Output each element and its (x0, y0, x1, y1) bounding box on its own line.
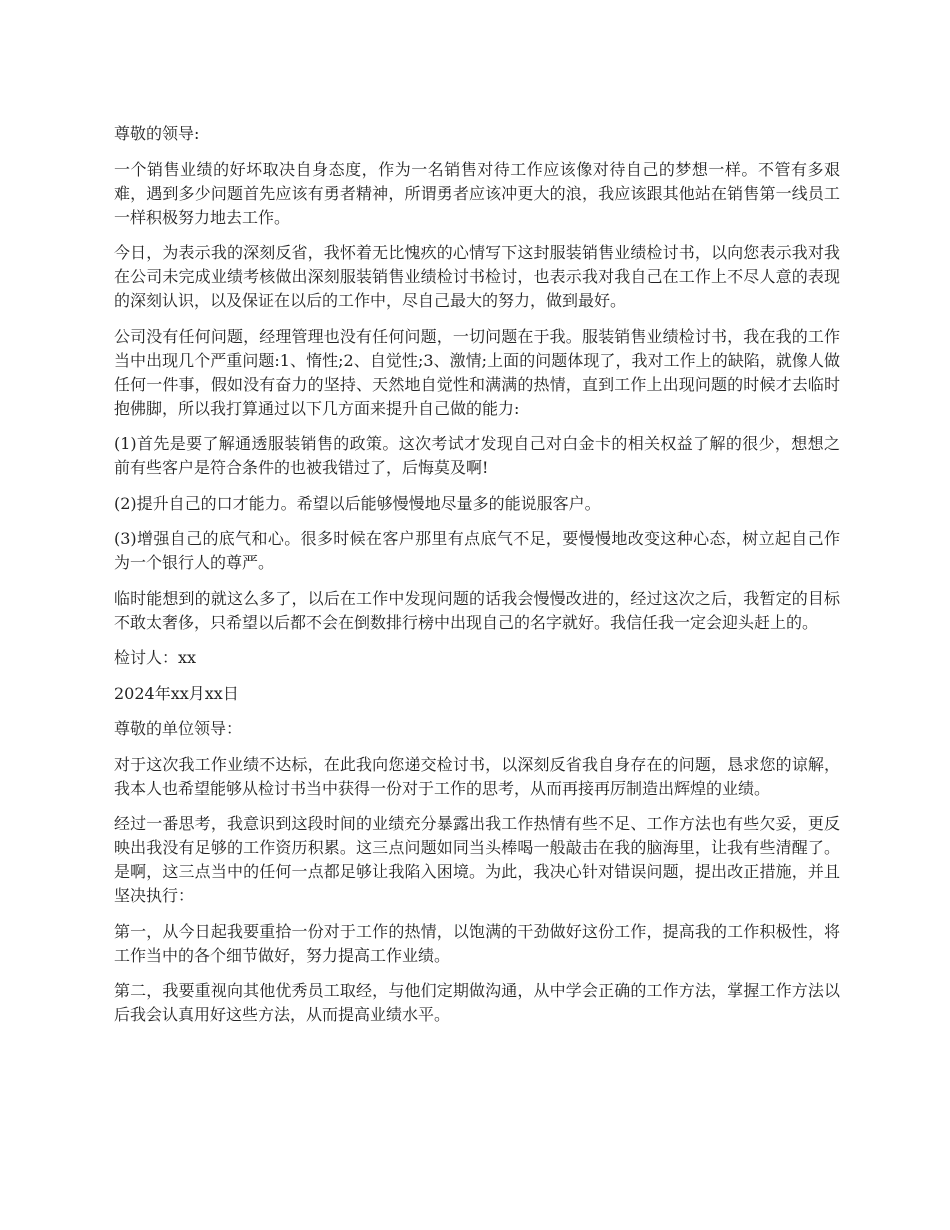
body-paragraph: 一个销售业绩的好坏取决自身态度，作为一名销售对待工作应该像对待自己的梦想一样。不管有多艰难，遇到多少问题首先应该有勇者精神，所谓勇者应该冲更大的浪，我应该跟其他站在销售第一线员工一样积极努力地去工作。 (114, 159, 840, 227)
list-item: (1)首先是要了解通透服装销售的政策。这次考试才发现自己对白金卡的相关权益了解的很少，想想之前有些客户是符合条件的也被我错过了，后悔莫及啊! (114, 434, 840, 477)
salutation: 尊敬的领导: (114, 124, 200, 143)
body-paragraph: 今日，为表示我的深刻反省，我怀着无比愧疚的心情写下这封服装销售业绩检讨书，以向您表示我对我在公司未完成业绩考核做出深刻服装销售业绩检讨书检讨，也表示我对我自己在工作上不尽人意的表现的深刻认识，以及保证在以后的工作中，尽自己最大的努力，做到最好。 (114, 243, 840, 310)
date-line: 2024年xx月xx日 (114, 683, 239, 703)
list-item: (3)增强自己的底气和心。很多时候在客户那里有点底气不足，要慢慢地改变这种心态，树立起自己作为一个银行人的尊严。 (114, 529, 840, 572)
body-paragraph: 第二，我要重视向其他优秀员工取经，与他们定期做沟通，从中学会正确的工作方法，掌握工作方法以后我会认真用好这些方法，从而提高业绩水平。 (114, 981, 840, 1024)
body-paragraph: 对于这次我工作业绩不达标，在此我向您递交检讨书，以深刻反省我自身存在的问题，恳求您的谅解，我本人也希望能够从检讨书当中获得一份对于工作的思考，从而再接再厉制造出辉煌的业绩。 (114, 754, 840, 798)
body-paragraph: 临时能想到的就这么多了，以后在工作中发现问题的话我会慢慢改进的，经过这次之后，我暂定的目标不敢太奢侈，只希望以后都不会在倒数排行榜中出现自己的名字就好。我信任我一定会迎头赶上的。 (114, 588, 840, 632)
salutation: 尊敬的单位领导： (114, 719, 243, 738)
document-body (114, 122, 840, 1039)
body-paragraph: 第一，从今日起我要重拾一份对于工作的热情，以饱满的干劲做好这份工作，提高我的工作积极性，将工作当中的各个细节做好，努力提高工作业绩。 (114, 921, 840, 965)
body-paragraph: 公司没有任何问题，经理管理也没有任何问题，一切问题在于我。服装销售业绩检讨书，我在我的工作当中出现几个严重问题:1、惰性;2、自觉性;3、激情;上面的问题体现了，我对工作上的缺陷，就像人做任何一件事，假如没有奋力的坚持、天然地自觉性和满满的热情，直到工作上出现问题的时候才去临时抱佛脚，所以我打算通过以下几方面来提升自己做的能力: (114, 326, 840, 418)
body-paragraph: 经过一番思考，我意识到这段时间的业绩充分暴露出我工作热情有些不足、工作方法也有些欠妥，更反映出我没有足够的工作资历积累。这三点问题如同当头棒喝一般敲击在我的脑海里，让我有些清醒了。是啊，这三点当中的任何一点都足够让我陷入困境。为此，我决心针对错误问题，提出改正措施，并且坚决执行： (114, 814, 840, 905)
list-item: (2)提升自己的口才能力。希望以后能够慢慢地尽量多的能说服客户。 (114, 493, 601, 513)
signature-line: 检讨人：xx (114, 648, 197, 667)
